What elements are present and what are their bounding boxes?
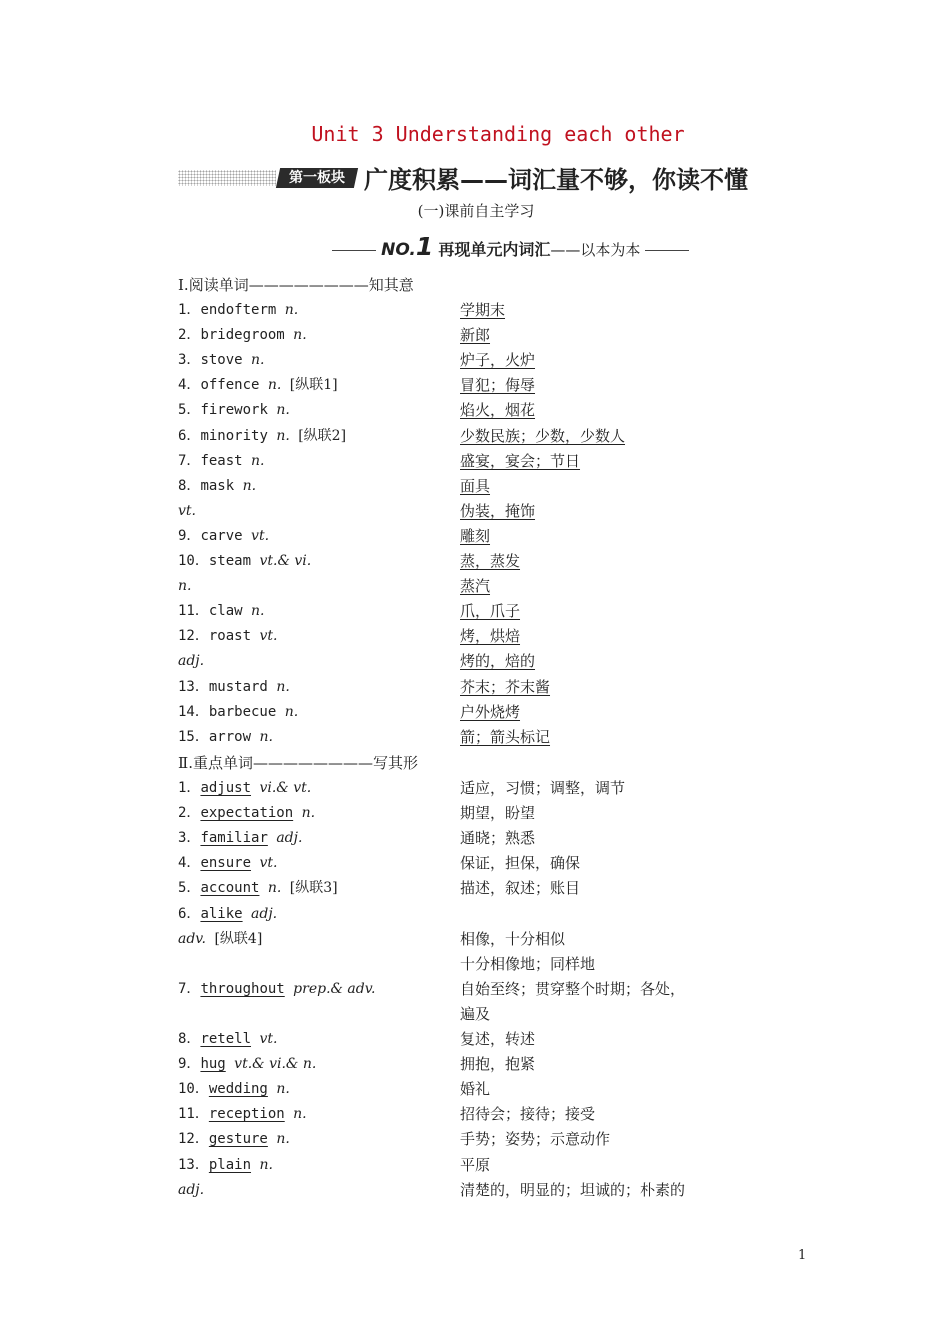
part-of-speech: vi.& vt. <box>259 780 312 796</box>
list-item <box>0 852 950 877</box>
part-of-speech: n. <box>251 603 265 620</box>
chinese-meaning: 新郎 <box>460 326 491 345</box>
chinese-meaning: 户外烧烤 <box>460 702 521 721</box>
part-of-speech: n. <box>276 1081 290 1098</box>
english-word: barbecue <box>208 703 277 720</box>
english-word: claw <box>208 603 243 620</box>
term <box>178 928 262 950</box>
item-number: 10． <box>178 553 209 569</box>
term <box>178 525 269 547</box>
item-number: 2． <box>178 327 201 344</box>
part-of-speech: n. <box>301 805 316 822</box>
term <box>178 374 338 396</box>
chinese-meaning: 箭；箭头标记 <box>460 727 551 746</box>
part-of-speech: n. <box>259 1156 273 1173</box>
chinese-meaning: 爪，爪子 <box>460 602 521 621</box>
chinese-meaning: 拥抱，抱紧 <box>460 1055 536 1074</box>
part-of-speech: n. <box>242 477 257 494</box>
chinese-meaning: 婚礼 <box>460 1080 491 1099</box>
english-word: reception <box>208 1106 285 1123</box>
english-word: wedding <box>208 1081 268 1098</box>
list-item <box>0 525 950 550</box>
chinese-meaning: 烤，烘焙 <box>460 627 521 646</box>
list-item <box>0 1128 950 1153</box>
part-of-speech: vt. <box>259 1031 278 1047</box>
english-word: expectation <box>200 805 294 822</box>
term <box>178 349 265 371</box>
part-of-speech: adj. <box>251 905 278 922</box>
list-item <box>0 953 950 978</box>
banner-tag-text: 第一板块 <box>289 170 345 186</box>
part-of-speech: n. <box>284 302 299 318</box>
part-of-speech: adj. <box>178 653 205 670</box>
list-item <box>0 726 950 751</box>
term <box>178 399 290 421</box>
item-number: 15． <box>178 728 209 745</box>
part-of-speech: n. <box>293 327 307 344</box>
list-item <box>0 827 950 852</box>
term <box>178 1078 290 1100</box>
chinese-meaning: 通晓；熟悉 <box>460 829 536 848</box>
chinese-meaning: 伪装，掩饰 <box>460 501 536 520</box>
right-rule <box>645 250 689 251</box>
section2-title: Ⅱ.重点单词————————写其形 <box>178 754 418 772</box>
part-of-speech: n. <box>267 377 282 394</box>
chinese-meaning: 冒犯；侮辱 <box>460 376 536 395</box>
cross-ref-note: [纵联3] <box>289 880 338 897</box>
part-of-speech: n. <box>259 728 273 745</box>
item-number: 3． <box>178 830 201 847</box>
item-number: 11． <box>178 603 209 620</box>
list-item <box>0 1053 950 1078</box>
term <box>178 978 375 1000</box>
english-word: alike <box>200 905 243 922</box>
no1-digit: 1 <box>415 232 434 261</box>
list-item <box>0 324 950 349</box>
item-number: 14． <box>178 703 209 720</box>
item-number: 8． <box>178 477 201 494</box>
item-number: 2． <box>178 805 201 822</box>
page-number: 1 <box>798 1248 807 1263</box>
chinese-meaning: 芥末；芥末酱 <box>460 677 551 696</box>
no1-heading <box>332 232 682 260</box>
part-of-speech: n. <box>267 880 282 897</box>
part-of-speech: n. <box>276 1131 290 1148</box>
section1-title: Ⅰ.阅读单词————————知其意 <box>178 276 414 294</box>
english-word: gesture <box>208 1131 268 1148</box>
list-item <box>0 1154 950 1179</box>
cross-ref-note: [纵联2] <box>298 427 347 444</box>
list-item <box>0 625 950 650</box>
item-number: 5． <box>178 402 201 419</box>
section-banner <box>178 160 778 194</box>
part-of-speech: n. <box>178 578 192 595</box>
no1-suffix: 以本为本 <box>580 241 641 259</box>
term <box>178 625 277 647</box>
item-number: 9． <box>178 527 201 544</box>
list-item <box>0 676 950 701</box>
list-item <box>0 1003 950 1028</box>
list-item <box>0 1078 950 1103</box>
list-item <box>0 550 950 575</box>
item-number: 12． <box>178 1131 209 1148</box>
page-title: Unit 3 Understanding each other <box>311 122 685 146</box>
part-of-speech: vt. <box>251 527 270 544</box>
chinese-meaning: 清楚的，明显的；坦诚的；朴素的 <box>460 1180 686 1199</box>
part-of-speech: vt. <box>259 628 278 645</box>
term <box>178 827 302 849</box>
chinese-meaning: 自始至终；贯穿整个时期；各处， <box>460 979 686 998</box>
part-of-speech: adj. <box>178 1181 205 1198</box>
item-number: 11． <box>178 1106 209 1123</box>
chinese-meaning: 少数民族；少数，少数人 <box>460 426 626 445</box>
cross-ref-note: [纵联1] <box>289 377 338 394</box>
chinese-meaning: 保证，担保，确保 <box>460 854 581 873</box>
banner-tag <box>276 168 358 188</box>
item-number: 7． <box>178 980 201 997</box>
list-item <box>0 928 950 953</box>
english-word: ensure <box>200 855 252 872</box>
chinese-meaning: 炉子，火炉 <box>460 351 536 370</box>
chinese-meaning: 面具 <box>460 476 491 495</box>
term <box>178 701 298 723</box>
term <box>178 676 290 698</box>
item-number: 9． <box>178 1056 201 1073</box>
chinese-meaning: 招待会；接待；接受 <box>460 1105 596 1124</box>
term <box>178 777 311 799</box>
chinese-meaning: 手势；姿势；示意动作 <box>460 1130 611 1149</box>
term <box>178 1128 290 1150</box>
list-item <box>0 399 950 424</box>
english-word: plain <box>208 1156 252 1173</box>
list-item <box>0 1028 950 1053</box>
part-of-speech: vt. <box>178 502 196 519</box>
chinese-meaning: 期望，盼望 <box>460 804 536 823</box>
no1-label: 再现单元内词汇 <box>438 240 551 259</box>
item-number: 4． <box>178 855 201 872</box>
part-of-speech: vt.& vi. <box>259 553 312 569</box>
no1-prefix: NO. <box>381 240 416 260</box>
list-item <box>0 349 950 374</box>
item-number: 13． <box>178 1156 209 1173</box>
part-of-speech: n. <box>276 427 290 444</box>
chinese-meaning: 学期末 <box>460 301 506 319</box>
english-word: adjust <box>200 780 252 796</box>
item-number: 8． <box>178 1031 201 1047</box>
item-number: 3． <box>178 352 201 369</box>
english-word: account <box>200 880 260 897</box>
item-number: 6． <box>178 905 201 922</box>
english-word: throughout <box>200 980 285 997</box>
list-item <box>0 777 950 802</box>
english-word: retell <box>200 1031 252 1047</box>
part-of-speech: prep.& adv. <box>293 980 376 997</box>
item-number: 13． <box>178 678 209 695</box>
english-word: mask <box>200 477 235 494</box>
part-of-speech: n. <box>276 678 290 695</box>
chinese-meaning: 相像，十分相似 <box>460 929 566 948</box>
list-item <box>0 575 950 600</box>
part-of-speech: n. <box>251 352 265 369</box>
part-of-speech: n. <box>284 703 299 720</box>
chinese-meaning: 雕刻 <box>460 526 491 545</box>
item-number: 7． <box>178 452 201 469</box>
chinese-meaning: 平原 <box>460 1155 491 1174</box>
part-of-speech: adv. <box>178 930 207 947</box>
english-word: endofterm <box>200 302 277 318</box>
chinese-meaning: 复述，转述 <box>460 1030 536 1048</box>
part-of-speech: adj. <box>276 830 303 847</box>
list-item <box>0 425 950 450</box>
item-number: 5． <box>178 880 201 897</box>
chinese-meaning: 适应，习惯；调整，调节 <box>460 779 626 797</box>
term <box>178 324 307 346</box>
chinese-meaning: 十分相像地；同样地 <box>460 954 596 973</box>
list-item <box>0 802 950 827</box>
part-of-speech: vt. <box>259 855 278 872</box>
item-number: 1． <box>178 780 201 796</box>
english-word: mustard <box>208 678 268 695</box>
term <box>178 500 196 522</box>
no1-dash: —— <box>550 241 581 259</box>
subtitle: (一)课前自主学习 <box>417 202 535 220</box>
list-item <box>0 701 950 726</box>
term <box>178 1053 316 1075</box>
list-item <box>0 903 950 928</box>
english-word: carve <box>200 527 243 544</box>
term <box>178 726 273 748</box>
english-word: roast <box>208 628 252 645</box>
term <box>178 450 265 472</box>
english-word: minority <box>200 427 268 444</box>
item-number: 12． <box>178 628 209 645</box>
chinese-meaning: 描述，叙述；账目 <box>460 879 581 898</box>
list-item <box>0 978 950 1003</box>
term <box>178 1103 307 1125</box>
list-item <box>0 650 950 675</box>
term <box>178 877 338 899</box>
term <box>178 550 311 572</box>
list-item <box>0 475 950 500</box>
banner-heading: 广度积累——词汇量不够，你读不懂 <box>364 166 748 194</box>
term <box>178 1028 277 1050</box>
item-number: 1． <box>178 302 201 318</box>
english-word: offence <box>200 377 260 394</box>
chinese-meaning: 烤的，焙的 <box>460 652 536 671</box>
term <box>178 575 191 597</box>
list-item <box>0 600 950 625</box>
item-number: 4． <box>178 377 201 394</box>
list-item <box>0 374 950 399</box>
item-number: 10． <box>178 1081 209 1098</box>
term <box>178 1179 204 1201</box>
chinese-meaning: 盛宴，宴会；节日 <box>460 451 581 470</box>
item-number: 6． <box>178 427 201 444</box>
part-of-speech: n. <box>293 1106 307 1123</box>
term <box>178 299 298 321</box>
chinese-meaning: 焰火，烟花 <box>460 401 536 420</box>
term <box>178 475 256 497</box>
english-word: firework <box>200 402 268 419</box>
chinese-meaning: 遍及 <box>460 1004 491 1023</box>
list-item <box>0 877 950 902</box>
list-item <box>0 450 950 475</box>
english-word: arrow <box>208 728 252 745</box>
english-word: stove <box>200 352 243 369</box>
term <box>178 802 315 824</box>
term <box>178 852 277 874</box>
english-word: bridegroom <box>200 327 285 344</box>
term <box>178 600 264 622</box>
term <box>178 1154 273 1176</box>
list-item <box>0 299 950 324</box>
chinese-meaning: 蒸，蒸发 <box>460 552 521 570</box>
list-item <box>0 1179 950 1204</box>
term <box>178 650 204 672</box>
cross-ref-note: [纵联4] <box>214 930 263 947</box>
term <box>178 425 346 447</box>
list-item <box>0 1103 950 1128</box>
english-word: hug <box>200 1056 226 1073</box>
no1-number <box>381 232 434 261</box>
dotted-pattern <box>178 170 276 186</box>
part-of-speech: n. <box>251 452 265 469</box>
term <box>178 903 277 925</box>
part-of-speech: vt.& vi.& n. <box>234 1056 317 1073</box>
english-word: steam <box>208 553 252 569</box>
part-of-speech: n. <box>276 402 290 419</box>
english-word: feast <box>200 452 243 469</box>
list-item <box>0 500 950 525</box>
left-rule <box>332 250 376 251</box>
english-word: familiar <box>200 830 268 847</box>
chinese-meaning: 蒸汽 <box>460 577 491 596</box>
